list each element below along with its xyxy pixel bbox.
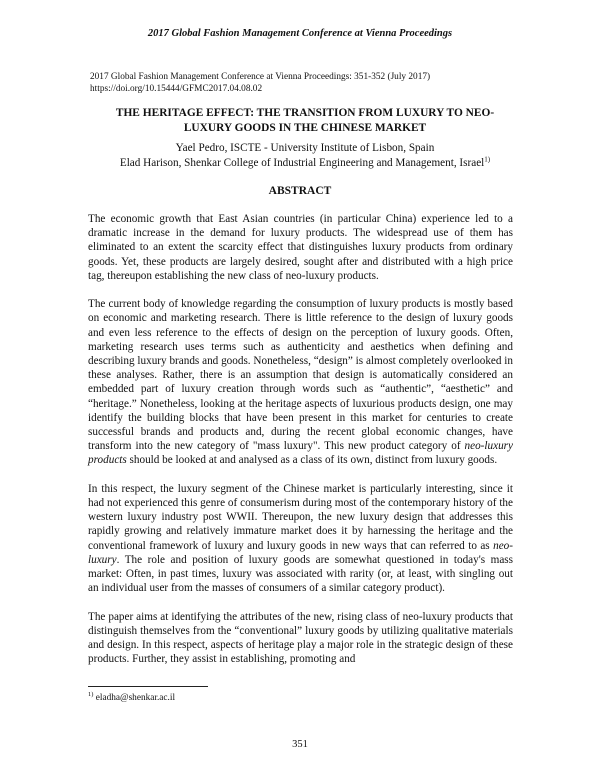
footnote-divider [88, 686, 208, 687]
emphasis-text: neo-luxury [88, 539, 513, 566]
author-line-2 [60, 156, 550, 171]
citation-line: 2017 Global Fashion Management Conference at Vienna Proceedings: 351-352 (July 2017) [90, 72, 431, 82]
abstract-body [88, 212, 513, 666]
footnote-reference: 1) [484, 154, 491, 163]
footnote [88, 692, 175, 704]
citation-block [90, 71, 520, 95]
abstract-paragraph: The economic growth that East Asian countries (in particular China) experience led to a dramatic increase in the demand for luxury products. The widespread use of them has eliminated to an extent the scarcity effect that distinguishes luxury products from ordinary goods. Yet, these products are largely desired, sought after and distributed with a high price tag, thereupon establishing the new class of neo-luxury products. [88, 213, 513, 282]
running-head: 2017 Global Fashion Management Conference at Vienna Proceedings [147, 28, 453, 39]
author-line-1: Yael Pedro, ISCTE - University Institute of Lisbon, Spain [175, 142, 435, 154]
doi-link[interactable]: https://doi.org/10.15444/GFMC2017.04.08.02 [90, 84, 263, 94]
footnote-email[interactable]: eladha@shenkar.ac.il [93, 693, 176, 703]
author-2-text: Elad Harison, Shenkar College of Industrial Engineering and Management, Israel [119, 156, 485, 169]
author-block [60, 141, 550, 170]
paper-title: THE HERITAGE EFFECT: THE TRANSITION FROM LUXURY TO NEO-LUXURY GOODS IN THE CHINESE MARKET [115, 107, 495, 134]
footnote-mark: 1) [88, 690, 94, 698]
abstract-paragraph: The current body of knowledge regarding the consumption of luxury products is mostly based on economic and marketing research. There is little reference to the design of luxury goods and even less reference to the effects of design on the perception of luxury goods. Often, marketing research uses terms such as authenticity and aesthetics when defining and describing luxury brands and goods. Nonetheless, “design” is almost completely overlooked in these analyses. Rather, there is an assumption that design is automatically considered an embedded part of luxury creation through words such as “authentic”, “aesthetic” and “heritage.” Nonetheless, looking at the heritage aspects of luxurious products design, one may identify the building blocks that have been present in this market for centuries to create successful brands and products and, during the recent global economic changes, have transform into the new category of "mass luxury". This new product category of neo-luxury products should be looked at and analysed as a class of its own, distinct from luxury goods. [88, 298, 513, 467]
abstract-heading: ABSTRACT [268, 185, 332, 197]
page-number: 351 [292, 739, 308, 750]
abstract-paragraph: The paper aims at identifying the attributes of the new, rising class of neo-luxury products that distinguish themselves from the “conventional” luxury goods by utilizing qualitative materials and design. In this respect, aspects of heritage play a major role in the strategic design of these products. Further, they assist in establishing, promoting and [88, 610, 513, 666]
emphasis-text: neo-luxury products [88, 440, 513, 467]
abstract-paragraph: In this respect, the luxury segment of the Chinese market is particularly interesting, since it had not experienced this genre of consumerism during most of the contemporary history of the western luxury industry post WWII. Thereupon, the new luxury design that addresses this rapidly growing and relatively immature market does it by harnessing the heritage and the conventional framework of luxury and luxury goods in new ways that can referred to as neo-luxury. The role and position of luxury goods are somewhat questioned in today's mass market: Often, in past times, luxury was associated with rarity (or, at least, with singling out an individual user from the masses of consumers of a similar category product). [88, 482, 513, 595]
